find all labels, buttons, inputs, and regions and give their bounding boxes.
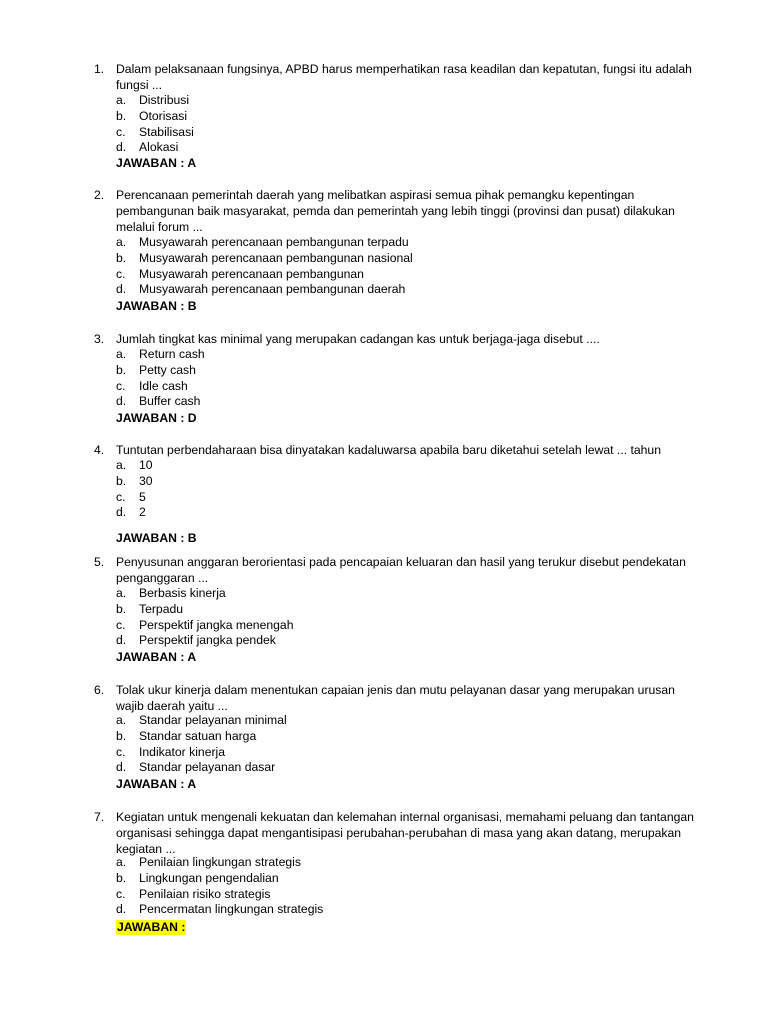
option-letter: b. xyxy=(116,250,127,265)
option-text: 2 xyxy=(139,505,146,520)
option-text: Musyawarah perencanaan pembangunan terpadu xyxy=(139,235,409,249)
option-letter: b. xyxy=(116,728,127,743)
question-number: 3. xyxy=(94,332,105,346)
option-text: Musyawarah perencanaan pembangunan daerah xyxy=(139,282,406,297)
answer-key: JAWABAN : B xyxy=(116,299,197,313)
option-text: Buffer cash xyxy=(139,394,201,409)
option-text: Berbasis kinerja xyxy=(139,586,226,600)
option-text: Penilaian risiko strategis xyxy=(139,886,271,901)
question-text: Kegiatan untuk mengenali kekuatan dan kelemahan internal organisasi, memahami peluang dan tantangan organisasi sehingga dapat mengantisipasi perubahan-perubahan di masa yang akan datang, merupakan kegiatan ... xyxy=(116,810,694,857)
option-letter: d. xyxy=(116,394,127,409)
option-letter: a. xyxy=(116,93,127,107)
question-text: Tolak ukur kinerja dalam menentukan capaian jenis dan mutu pelayanan dasar yang merupakan urusan wajib daerah yaitu ... xyxy=(116,683,675,714)
answer-key-highlighted: JAWABAN : xyxy=(117,920,186,934)
option-text: 30 xyxy=(139,473,153,488)
option-letter: d. xyxy=(116,902,127,917)
option-text: Terpadu xyxy=(139,601,184,616)
question-number: 5. xyxy=(94,555,105,569)
answer-key: JAWABAN : D xyxy=(116,411,197,425)
option-letter: c. xyxy=(116,124,126,139)
option-letter: d. xyxy=(116,633,127,648)
option-text: Stabilisasi xyxy=(139,124,194,139)
option-letter: d. xyxy=(116,505,127,520)
option-text: Lingkungan pengendalian xyxy=(139,870,279,885)
option-letter: b. xyxy=(116,362,127,377)
option-text: Petty cash xyxy=(139,362,196,377)
option-letter: a. xyxy=(116,458,127,472)
option-text: Distribusi xyxy=(139,93,190,107)
option-letter: a. xyxy=(116,235,127,249)
option-letter: a. xyxy=(116,855,127,869)
option-text: Penilaian lingkungan strategis xyxy=(139,855,301,869)
option-letter: c. xyxy=(116,378,126,393)
option-letter: d. xyxy=(116,282,127,297)
option-text: Return cash xyxy=(139,347,205,361)
option-text: Pencermatan lingkungan strategis xyxy=(139,902,324,917)
question-number: 1. xyxy=(94,62,105,76)
option-letter: d. xyxy=(116,140,127,155)
question-number: 2. xyxy=(94,188,105,202)
option-letter: d. xyxy=(116,760,127,775)
question-text: Penyusunan anggaran berorientasi pada pencapaian keluaran dan hasil yang terukur disebut pendekatan penganggaran ... xyxy=(116,555,686,586)
option-text: Idle cash xyxy=(139,378,188,393)
question-number: 4. xyxy=(94,443,105,457)
question-text: Tuntutan perbendaharaan bisa dinyatakan kadaluwarsa apabila baru diketahui setelah lewat ... tahun xyxy=(116,443,661,457)
option-letter: c. xyxy=(116,744,126,759)
option-text: 10 xyxy=(139,458,153,472)
option-text: Indikator kinerja xyxy=(139,744,226,759)
question-text: Perencanaan pemerintah daerah yang melibatkan aspirasi semua pihak pemangku kepentingan pembangunan baik masyarakat, pemda dan pemerintah yang lebih tinggi (provinsi dan pusat) dilakukan melalui forum ... xyxy=(116,188,675,235)
option-text: Alokasi xyxy=(139,140,179,155)
option-text: Standar pelayanan minimal xyxy=(139,713,287,727)
option-letter: a. xyxy=(116,586,127,600)
option-letter: c. xyxy=(116,617,126,632)
option-text: Musyawarah perencanaan pembangunan xyxy=(139,266,364,281)
option-letter: c. xyxy=(116,489,126,504)
question-number: 7. xyxy=(94,810,105,824)
option-text: Perspektif jangka pendek xyxy=(139,633,276,648)
option-letter: c. xyxy=(116,266,126,281)
option-letter: b. xyxy=(116,870,127,885)
option-text: Perspektif jangka menengah xyxy=(139,617,294,632)
option-text: 5 xyxy=(139,489,146,504)
answer-key: JAWABAN : A xyxy=(116,156,197,170)
question-number: 6. xyxy=(94,683,105,697)
question-text: Jumlah tingkat kas minimal yang merupakan cadangan kas untuk berjaga-jaga disebut .... xyxy=(116,332,600,346)
option-text: Standar satuan harga xyxy=(139,728,257,743)
answer-key: JAWABAN : A xyxy=(116,650,197,664)
option-text: Otorisasi xyxy=(139,108,188,123)
option-letter: b. xyxy=(116,108,127,123)
option-letter: c. xyxy=(116,886,126,901)
option-text: Musyawarah perencanaan pembangunan nasional xyxy=(139,250,413,265)
answer-key: JAWABAN : B xyxy=(116,531,197,545)
option-letter: b. xyxy=(116,601,127,616)
option-letter: a. xyxy=(116,713,127,727)
option-letter: b. xyxy=(116,473,127,488)
option-text: Standar pelayanan dasar xyxy=(139,760,276,775)
option-letter: a. xyxy=(116,347,127,361)
answer-key: JAWABAN : A xyxy=(116,777,197,791)
question-text: Dalam pelaksanaan fungsinya, APBD harus memperhatikan rasa keadilan dan kepatutan, fungsi itu adalah fungsi ... xyxy=(116,62,692,93)
